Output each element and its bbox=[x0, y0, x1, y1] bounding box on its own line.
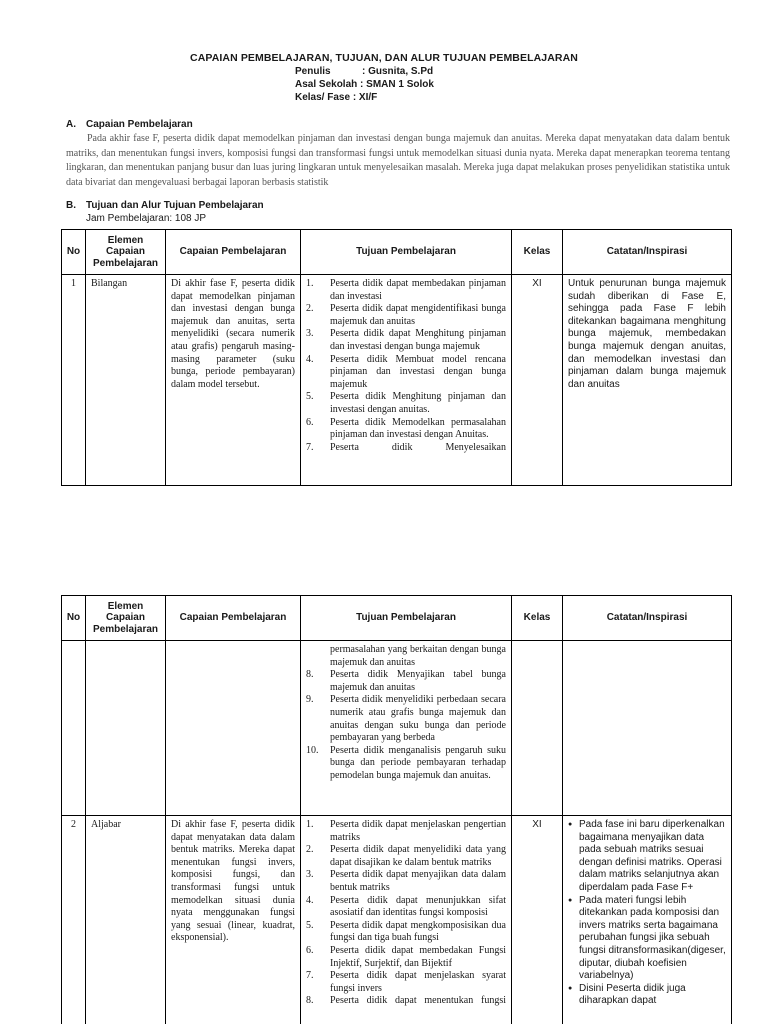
item-text: Peserta didik dapat menyelidiki data yang dapat disajikan ke dalam bentuk matriks bbox=[330, 844, 506, 868]
list-item bbox=[306, 328, 506, 353]
item-text: Peserta didik menganalisis pengaruh suku bunga dan periode pembayaran terhadap pemodelan bunga majemuk dan anuitas. bbox=[330, 744, 506, 781]
list-item bbox=[306, 354, 506, 392]
item-text: Peserta didik dapat menentukan fungsi bbox=[330, 995, 506, 1007]
item-number: 9. bbox=[306, 694, 314, 706]
item-number: 8. bbox=[306, 995, 314, 1007]
document-title: CAPAIAN PEMBELAJARAN, TUJUAN, DAN ALUR TUJUAN PEMBELAJARAN bbox=[190, 52, 578, 64]
header-capaian: Capaian Pembelajaran bbox=[166, 230, 301, 275]
meta-value: : Gusnita, S.Pd bbox=[362, 66, 434, 77]
catatan-bullet-list bbox=[568, 819, 726, 1008]
list-item bbox=[306, 819, 506, 844]
header-no: No bbox=[62, 596, 86, 641]
row-tujuan-list bbox=[301, 816, 512, 1024]
table-row bbox=[62, 816, 732, 1024]
list-item bbox=[306, 417, 506, 442]
item-text: Peserta didik Menghitung pinjaman dan investasi dengan anuitas. bbox=[330, 391, 506, 415]
meta-value: : XI/F bbox=[352, 92, 378, 103]
tujuan-table-2 bbox=[61, 595, 732, 1024]
meta-label: Kelas/ Fase bbox=[295, 92, 351, 103]
table-header-row bbox=[62, 230, 732, 275]
item-text: Peserta didik Memodelkan permasalahan pinjaman dan investasi dengan Anuitas. bbox=[330, 416, 506, 441]
item-number: 4. bbox=[306, 353, 314, 365]
list-item bbox=[306, 694, 506, 744]
list-item bbox=[306, 995, 506, 1008]
item-number: 2. bbox=[306, 844, 314, 856]
header-elemen: Elemen Capaian Pembelajaran bbox=[86, 230, 166, 275]
header-kelas: Kelas bbox=[512, 230, 563, 275]
list-item bbox=[306, 844, 506, 869]
item-number: 7. bbox=[306, 970, 314, 982]
list-item bbox=[306, 869, 506, 894]
row-elemen: Aljabar bbox=[86, 816, 166, 1024]
section-title: Tujuan dan Alur Tujuan Pembelajaran bbox=[86, 200, 264, 211]
item-text: Peserta didik dapat mengkomposisikan dua fungsi dan tiga buah fungsi bbox=[330, 919, 506, 944]
list-item-continuation: permasalahan yang berkaitan dengan bunga majemuk dan anuitas bbox=[330, 644, 506, 668]
table-row bbox=[62, 641, 732, 816]
item-number: 1. bbox=[306, 278, 314, 289]
item-number: 5. bbox=[306, 919, 314, 931]
item-text: Peserta didik Menyajikan tabel bunga majemuk dan anuitas bbox=[330, 669, 506, 693]
tujuan-table-1 bbox=[61, 229, 732, 486]
item-number: 3. bbox=[306, 328, 314, 340]
meta-label: Asal Sekolah bbox=[295, 79, 358, 90]
list-item bbox=[306, 391, 506, 416]
list-item bbox=[306, 920, 506, 945]
row-catatan bbox=[563, 816, 732, 1024]
bullet-item: ● Disini Peserta didik juga diharapkan dapat bbox=[568, 983, 726, 1008]
item-number: 2. bbox=[306, 303, 314, 315]
item-text: Peserta didik dapat menjelaskan pengertian matriks bbox=[330, 819, 506, 843]
table-row bbox=[62, 275, 732, 486]
section-letter: B. bbox=[66, 200, 76, 211]
item-number: 7. bbox=[306, 441, 314, 453]
bullet-item: ● Pada fase ini baru diperkenalkan bagaimana menyajikan data pada sebuah matriks sesuai dengan definisi matriks. Operasi dalam matriks selanjutnya akan diperdalam pada Fase F+ bbox=[568, 819, 726, 895]
list-item bbox=[306, 669, 506, 694]
capaian-pembelajaran-paragraph: Pada akhir fase F, peserta didik dapat memodelkan pinjaman dan investasi dengan bunga majemuk dan anuitas. Mereka dapat menyatakan data dalam bentuk matriks, dan menentukan fungsi invers, komposisi fungsi dan transformasi fungsi untuk memodelkan situasi dunia nyata. Mereka dapat menerapkan teorema tentang lingkaran, dan menentukan panjang busur dan luas juring lingkaran untuk menyelesaikan masalah. Mereka juga dapat melakukan proses penyelidikan statistika untuk data bivariat dan mengevaluasi berbagai laporan berbasis statistik bbox=[66, 133, 730, 188]
row-kelas: XI bbox=[512, 816, 563, 1024]
item-text: Peserta didik menyelidiki perbedaan secara numerik atau grafis bunga majemuk dan anuitas dengan suku bunga dan periode pembayaran yang berbeda bbox=[330, 694, 506, 744]
row-tujuan-list bbox=[301, 641, 512, 816]
item-text: Peserta didik dapat membedakan pinjaman dan investasi bbox=[330, 278, 506, 302]
meta-penulis bbox=[295, 66, 433, 79]
header-tujuan: Tujuan Pembelajaran bbox=[301, 596, 512, 641]
list-item bbox=[306, 278, 506, 303]
item-text: Peserta didik dapat menunjukkan sifat asosiatif dan identitas fungsi komposisi bbox=[330, 894, 506, 919]
row-tujuan-list bbox=[301, 275, 512, 486]
catatan-text: Untuk penurunan bunga majemuk sudah diberikan di Fase E, sehingga pada Fase F lebih ditekankan bagaimana menghitung bunga majemuk, membedakan bunga majemuk dengan anuitas, dan memodelkan investasi dan pinjaman dalam bunga majemuk dan anuitas bbox=[568, 278, 726, 390]
section-a-heading bbox=[66, 119, 193, 130]
item-number: 10. bbox=[306, 744, 319, 756]
item-number: 6. bbox=[306, 416, 314, 428]
list-item bbox=[306, 945, 506, 970]
item-number: 1. bbox=[306, 819, 314, 830]
header-elemen: Elemen Capaian Pembelajaran bbox=[86, 596, 166, 641]
item-number: 8. bbox=[306, 669, 314, 681]
list-item bbox=[306, 442, 506, 455]
row-number: 1 bbox=[62, 275, 86, 486]
item-number: 3. bbox=[306, 869, 314, 881]
header-catatan: Catatan/Inspirasi bbox=[563, 596, 732, 641]
item-text: Peserta didik dapat membedakan Fungsi Injektif, Surjektif, dan Bijektif bbox=[330, 944, 506, 969]
item-text: Peserta didik dapat Menghitung pinjaman dan investasi dengan bunga majemuk bbox=[330, 328, 506, 352]
section-letter: A. bbox=[66, 119, 76, 130]
table-header-row bbox=[62, 596, 732, 641]
row-catatan bbox=[563, 275, 732, 486]
meta-label: Penulis bbox=[295, 66, 331, 77]
item-text: Peserta didik dapat menyajikan data dalam bentuk matriks bbox=[330, 869, 506, 893]
jam-pembelajaran: Jam Pembelajaran: 108 JP bbox=[86, 213, 207, 224]
section-title: Capaian Pembelajaran bbox=[86, 119, 193, 130]
row-capaian: Di akhir fase F, peserta didik dapat menyatakan data dalam bentuk matriks. Mereka dapat menentukan fungsi invers, komposisi fungsi, dan transformasi fungsi untuk memodelkan situasi dunia nyata menggunakan fungsi yang sesuai (linear, kuadrat, eksponensial). bbox=[166, 816, 301, 1024]
meta-value: : SMAN 1 Solok bbox=[360, 79, 434, 90]
row-kelas: XI bbox=[512, 275, 563, 486]
header-kelas: Kelas bbox=[512, 596, 563, 641]
meta-kelas-fase bbox=[295, 92, 377, 105]
row-elemen: Bilangan bbox=[86, 275, 166, 486]
header-catatan: Catatan/Inspirasi bbox=[563, 230, 732, 275]
header-capaian: Capaian Pembelajaran bbox=[166, 596, 301, 641]
list-item bbox=[306, 895, 506, 920]
item-number: 4. bbox=[306, 894, 314, 906]
list-item bbox=[306, 970, 506, 995]
item-text: Peserta didik Membuat model rencana pinjaman dan investasi dengan bunga majemuk bbox=[330, 353, 506, 390]
section-b-heading bbox=[66, 200, 264, 211]
meta-asal-sekolah bbox=[295, 79, 434, 92]
item-text: Peserta didik dapat menjelaskan syarat fungsi invers bbox=[330, 970, 506, 994]
item-text: Peserta didik Menyelesaikan bbox=[330, 441, 506, 453]
item-number: 6. bbox=[306, 944, 314, 956]
item-text: Peserta didik dapat mengidentifikasi bunga majemuk dan anuitas bbox=[330, 303, 506, 327]
bullet-item: ● Pada materi fungsi lebih ditekankan pada komposisi dan invers matriks serta bagaimana perubahan fungsi jika sebuah fungsi ditransformasikan(digeser, diputar, diubah koefisien variabelnya) bbox=[568, 895, 726, 983]
row-capaian: Di akhir fase F, peserta didik dapat memodelkan pinjaman dan investasi dengan bunga majemuk dan anuitas, serta menyelidiki (secara numerik atau grafis) pengaruh masing-masing parameter (suku bunga, periode pembayaran) dalam model tersebut. bbox=[166, 275, 301, 486]
list-item bbox=[306, 745, 506, 783]
header-no: No bbox=[62, 230, 86, 275]
header-tujuan: Tujuan Pembelajaran bbox=[301, 230, 512, 275]
list-item bbox=[306, 303, 506, 328]
item-number: 5. bbox=[306, 391, 314, 403]
row-number: 2 bbox=[62, 816, 86, 1024]
